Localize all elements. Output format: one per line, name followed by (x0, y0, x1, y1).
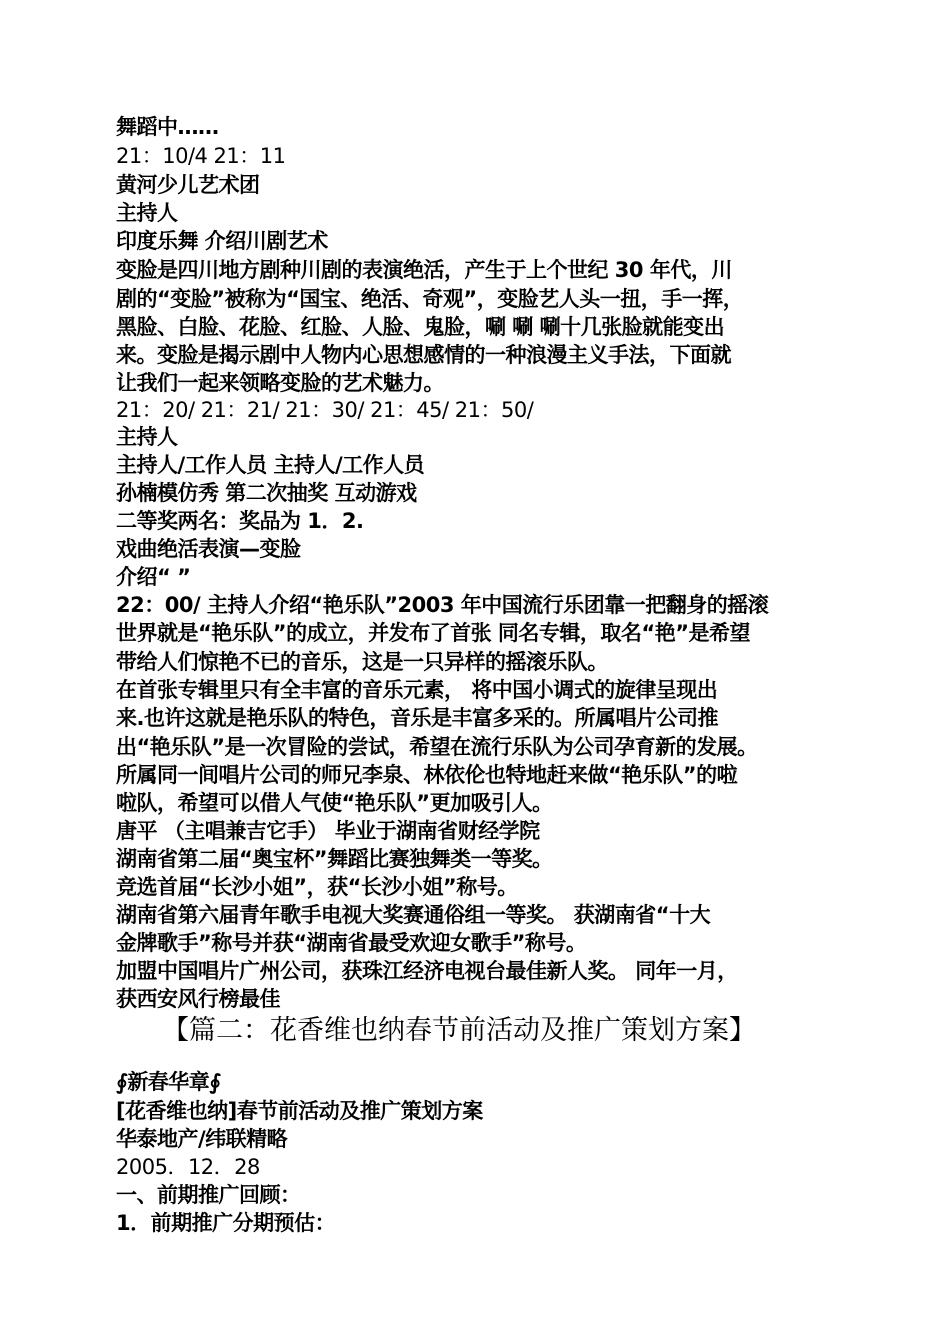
text-line: 舞蹈中…… (116, 115, 219, 139)
text-line: 在首张专辑里只有全丰富的音乐元素， 将中国小调式的旋律呈现出 (116, 678, 718, 702)
text-line: 1．前期推广分期预估： (116, 1211, 336, 1235)
text-line: 湖南省第二届“奥宝杯”舞蹈比赛独舞类一等奖。 (116, 847, 553, 871)
text-line: 21：10/4 21：11 (116, 144, 286, 168)
text-line: 印度乐舞 介绍川剧艺术 (116, 229, 328, 253)
text-line: 变脸是四川地方剧种川剧的表演绝活，产生于上个世纪 30 年代，川 (116, 258, 732, 282)
section-heading: 【篇二：花香维也纳春节前活动及推广策划方案】 (162, 1015, 756, 1046)
text-line: 戏曲绝活表演—变脸 (116, 537, 301, 561)
text-line: 获西安风行榜最佳 (116, 987, 280, 1011)
text-line: 带给人们惊艳不已的音乐，这是一只异样的摇滚乐队。 (116, 650, 608, 674)
text-line: 出“艳乐队”是一次冒险的尝试，希望在流行乐队为公司孕育新的发展。 (116, 735, 758, 759)
text-line: [花香维也纳]春节前活动及推广策划方案 (116, 1099, 483, 1123)
text-line: 主持人/工作人员 主持人/工作人员 (116, 453, 425, 477)
text-line: 来。变脸是揭示剧中人物内心思想感情的一种浪漫主义手法，下面就 (116, 343, 731, 367)
text-line: 剧的“变脸”被称为“国宝、绝活、奇观”，变脸艺人头一扭，手一挥， (116, 287, 744, 311)
text-line: 所属同一间唱片公司的师兄李泉、林依伦也特地赶来做“艳乐队”的啦 (116, 763, 738, 787)
text-line: 华泰地产/纬联精略 (116, 1127, 288, 1151)
text-line: 世界就是“艳乐队”的成立，并发布了首张 同名专辑，取名“艳”是希望 (116, 621, 751, 645)
text-line: 黑脸、白脸、花脸、红脸、人脸、鬼脸，唰 唰 唰十几张脸就能变出 (116, 315, 725, 339)
text-line: 让我们一起来领略变脸的艺术魅力。 (116, 371, 444, 395)
text-line: 黄河少儿艺术团 (116, 173, 260, 197)
text-line: 孙楠模仿秀 第二次抽奖 互动游戏 (116, 481, 417, 505)
text-line: 啦队，希望可以借人气使“艳乐队”更加吸引人。 (116, 791, 553, 815)
text-line: 介绍“ ” (116, 565, 191, 589)
text-line: 主持人 (116, 201, 178, 225)
text-line: 主持人 (116, 425, 178, 449)
text-line: 二等奖两名：奖品为 1．2. (116, 509, 364, 533)
text-line: 2005．12．28 (116, 1155, 260, 1179)
text-line: 竞选首届“长沙小姐”，获“长沙小姐”称号。 (116, 875, 518, 899)
text-line: 金牌歌手”称号并获“湖南省最受欢迎女歌手”称号。 (116, 931, 587, 955)
text-line: 加盟中国唱片广州公司，获珠江经济电视台最佳新人奖。 同年一月， (116, 959, 738, 983)
text-line: 来.也许这就是艳乐队的特色，音乐是丰富多采的。所属唱片公司推 (116, 706, 718, 730)
text-line: ∮新春华章∮ (116, 1070, 221, 1094)
text-line: 22：00/ 主持人介绍“艳乐队”2003 年中国流行乐团靠一把翻身的摇滚 (116, 593, 769, 617)
text-line: 21：20/ 21：21/ 21：30/ 21：45/ 21：50/ (116, 398, 534, 422)
text-line: 唐平 （主唱兼吉它手） 毕业于湖南省财经学院 (116, 819, 540, 843)
text-line: 一、前期推广回顾： (116, 1183, 301, 1207)
text-line: 湖南省第六届青年歌手电视大奖赛通俗组一等奖。 获湖南省“十大 (116, 903, 711, 927)
